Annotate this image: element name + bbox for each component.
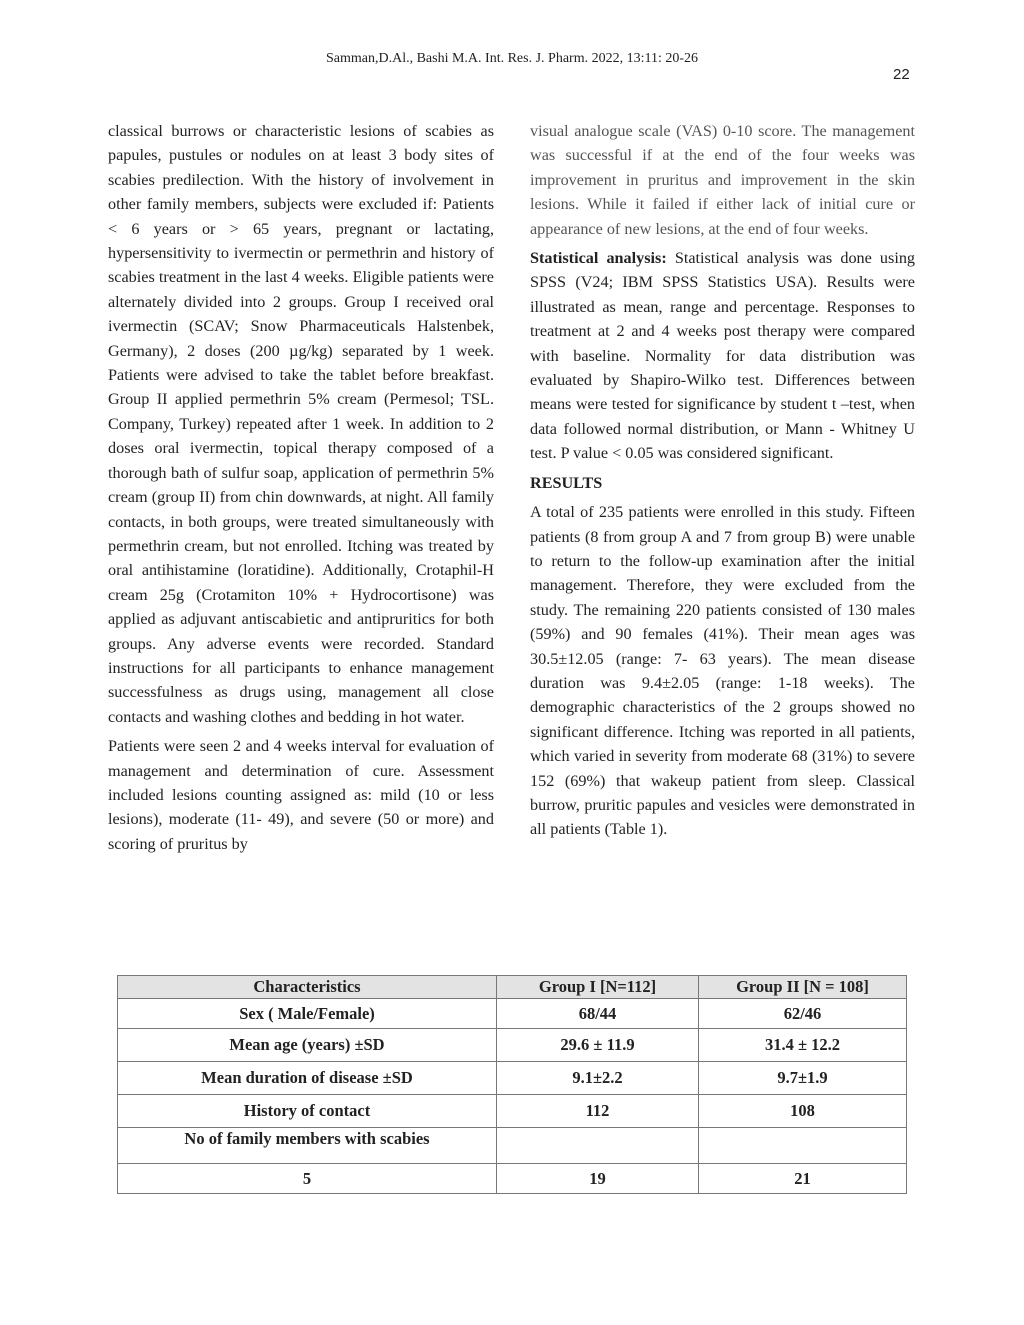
statistical-analysis-paragraph [530,246,915,466]
table-cell: 68/44 [497,999,699,1029]
table-cell: 19 [497,1164,699,1194]
table-row [118,1164,907,1194]
statistical-analysis-text: Statistical analysis was done using SPSS (V24; IBM SPSS Statistics USA). Results were illustrated as mean, range and percentage. Responses to treatment at 2 and 4 weeks post therapy were compared with baseline. Normality for data distribution was evaluated by Shapiro-Wilko test. Differences between means were tested for significance by student t –test, when data followed normal distribution, or Mann - Whitney U test. P value < 0.05 was considered significant. [530,249,916,463]
table-cell: 62/46 [699,999,907,1029]
header-characteristics: Characteristics [118,976,497,999]
table-row [118,1062,907,1095]
table-cell: Mean age (years) ±SD [118,1029,497,1062]
table-cell: History of contact [118,1095,497,1128]
table-cell: 9.1±2.2 [497,1062,699,1095]
left-column [108,119,494,861]
table-cell [497,1128,699,1164]
table-header-row [118,976,907,999]
table-row [118,1095,907,1128]
demographics-table [117,975,907,1194]
table-cell: Mean duration of disease ±SD [118,1062,497,1095]
methods-paragraph: classical burrows or characteristic lesions of scabies as papules, pustules or nodules on at least 3 body sites of scabies predilection. With the history of involvement in other family members, subjects were excluded if: Patients < 6 years or > 65 years, pregnant or lactating, hypersensitivity to ivermectin or permethrin and history of scabies treatment in the last 4 weeks. Eligible patients were alternately divided into 2 groups. Group I received oral ivermectin (SCAV; Snow Pharmaceuticals Halstenbek, Germany), 2 doses (200 µg/kg) separated by 1 week. Patients were advised to take the tablet before breakfast. Group II applied permethrin 5% cream (Permesol; TSL. Company, Turkey) repeated after 1 week. In addition to 2 doses oral ivermectin, topical therapy composed of a thorough bath of sulfur soap, application of permethrin 5% cream (group II) from chin downwards, at night. All family contacts, in both groups, were treated simultaneously with permethrin cream, but not enrolled. Itching was treated by oral antihistamine (loratidine). Additionally, Crotaphil-H cream 25g (Crotamiton 10% + Hydrocortisone) was applied as adjuvant antiscabietic and antipruritics for both groups. Any adverse events were recorded. Standard instructions for all participants to enhance management successfulness as drugs using, management all close contacts and washing clothes and bedding in hot water. [108,122,494,726]
running-head-citation: Samman,D.Al., Bashi M.A. Int. Res. J. Pharm. 2022, 13:11: 20-26 [325,51,699,66]
statistical-analysis-label: Statistical analysis: [530,249,667,268]
table-cell: No of family members with scabies [118,1128,497,1164]
table-row [118,1128,907,1164]
results-heading: RESULTS [530,473,603,492]
header-group-1: Group I [N=112] [497,976,699,999]
table-cell: 9.7±1.9 [699,1062,907,1095]
table-cell: 21 [699,1164,907,1194]
results-paragraph: A total of 235 patients were enrolled in this study. Fifteen patients (8 from group A and 7 from group B) were unable to return to the follow-up examination after the initial management. Therefore, they were excluded from the study. The remaining 220 patients consisted of 130 males (59%) and 90 females (41%). Their mean ages was 30.5±12.05 (range: 7- 63 years). The mean disease duration was 9.4±2.05 (range: 1-18 weeks). The demographic characteristics of the 2 groups showed no significant difference. Itching was reported in all patients, which varied in severity from moderate 68 (31%) to severe 152 (69%) that wakeup patient from sleep. Classical burrow, pruritic papules and vesicles were demonstrated in all patients (Table 1). [530,503,915,839]
table-cell: 108 [699,1095,907,1128]
right-column [530,119,915,847]
table-cell [699,1128,907,1164]
table-cell: 29.6 ± 11.9 [497,1029,699,1062]
table-cell: 5 [118,1164,497,1194]
table-cell: Sex ( Male/Female) [118,999,497,1029]
page-number: 22 [893,66,910,83]
table-row [118,1029,907,1062]
vas-paragraph: visual analogue scale (VAS) 0-10 score. The management was successful if at the end of the four weeks was improvement in pruritus and improvement in the skin lesions. While it failed if either lack of initial cure or appearance of new lesions, at the end of four weeks. [530,122,915,238]
table-cell: 112 [497,1095,699,1128]
table-row [118,999,907,1029]
header-group-2: Group II [N = 108] [699,976,907,999]
assessment-paragraph: Patients were seen 2 and 4 weeks interval for evaluation of management and determination of cure. Assessment included lesions counting assigned as: mild (10 or less lesions), moderate (11- 49), and severe (50 or more) and scoring of pruritus by [108,737,494,853]
table-cell: 31.4 ± 12.2 [699,1029,907,1062]
